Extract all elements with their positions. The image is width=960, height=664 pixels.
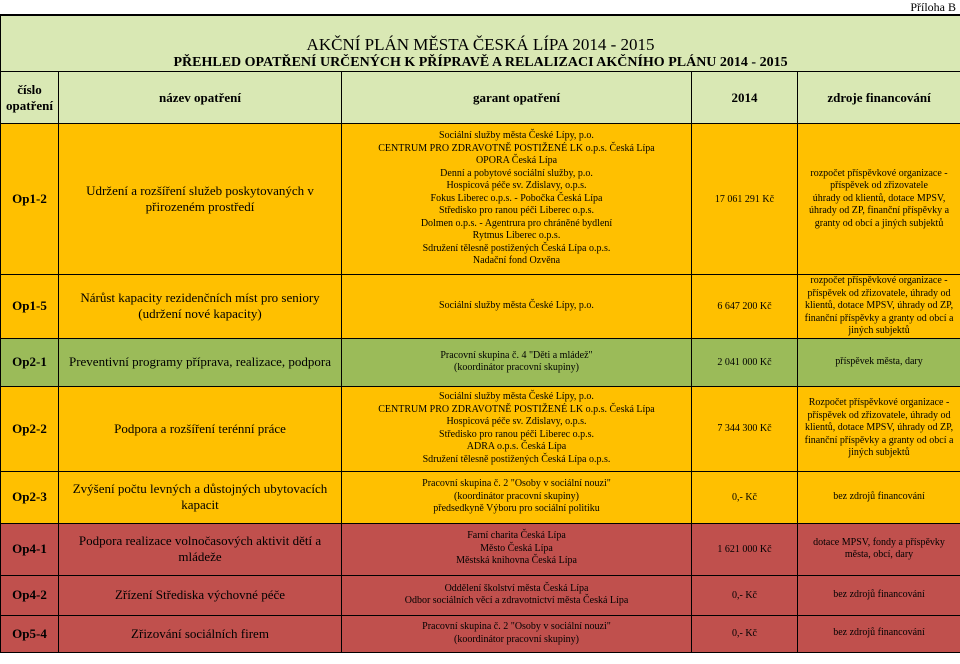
table-row	[1, 471, 960, 523]
row-guarantor	[342, 386, 692, 471]
guarantor-line: Středisko pro ranou péči Liberec o.p.s.	[439, 205, 594, 217]
row-name: Podpora realizace volnočasových aktivit dětí a mládeže	[59, 523, 342, 575]
guarantor-line: Pracovní skupina č. 4 "Děti a mládež"	[440, 349, 593, 361]
col-header-sources: zdroje financování	[798, 72, 960, 124]
title-row	[1, 16, 960, 72]
guarantor-line: CENTRUM PRO ZDRAVOTNĚ POSTIŽENÉ LK o.p.s. Česká Lípa	[378, 403, 655, 415]
row-amount: 0,- Kč	[692, 575, 798, 615]
guarantor-line: Hospicová péče sv. Zdislavy, o.p.s.	[446, 416, 587, 427]
row-sources	[798, 338, 960, 386]
row-guarantor	[342, 338, 692, 386]
row-number: Op2-3	[1, 471, 59, 523]
row-number: Op1-5	[1, 275, 59, 339]
guarantor-line: Sociální služby města České Lípy, p.o.	[439, 391, 594, 402]
row-amount: 1 621 000 Kč	[692, 523, 798, 575]
row-amount: 7 344 300 Kč	[692, 386, 798, 471]
action-plan-table	[0, 15, 960, 653]
col-header-number-line1: číslo	[17, 81, 42, 97]
source-line: příspěvek města, dary	[835, 355, 923, 367]
row-name: Zvýšení počtu levných a důstojných ubytovacích kapacit	[59, 471, 342, 523]
guarantor-line: Pracovní skupina č. 2 "Osoby v sociální nouzi"	[422, 621, 611, 632]
table-row	[1, 338, 960, 386]
appendix-label: Příloha B	[910, 0, 956, 14]
row-name: Preventivní programy příprava, realizace, podpora	[59, 338, 342, 386]
guarantor-line: Sociální služby města České Lípy, p.o.	[439, 130, 594, 142]
guarantor-line: předsedkyně Výboru pro sociální politiku	[433, 503, 600, 515]
source-line: bez zdrojů financování	[833, 588, 925, 600]
col-header-number-line2: opatření	[6, 97, 53, 113]
row-guarantor	[342, 615, 692, 652]
guarantor-line: Denní a pobytové sociální služby, p.o.	[440, 167, 593, 179]
guarantor-line: Dolmen o.p.s. - Agentrura pro chráněné bydlení	[420, 217, 613, 229]
source-line: rozpočet příspěvkové organizace - příspěvek od zřizovatele	[810, 167, 948, 192]
row-name: Zřízení Střediska výchovné péče	[59, 575, 342, 615]
guarantor-line: Odbor sociálních věcí a zdravotnictví města Česká Lípa	[404, 595, 629, 606]
col-header-number	[1, 72, 59, 124]
col-header-guarantor: garant opatření	[342, 72, 692, 124]
guarantor-line: Sdružení tělesně postižených Česká Lípa o.p.s.	[422, 242, 611, 254]
row-amount: 2 041 000 Kč	[692, 338, 798, 386]
col-header-name: název opatření	[59, 72, 342, 124]
source-line: úhrady od klientů, dotace MPSV, úhrady od ZP, finanční příspěvky a granty od obcí a jiných subjektů	[809, 192, 950, 229]
guarantor-line: Fokus Liberec o.p.s. - Pobočka Česká Lípa	[430, 192, 603, 204]
table-row	[1, 386, 960, 471]
row-sources	[798, 471, 960, 523]
row-guarantor	[342, 575, 692, 615]
guarantor-line: (koordinátor pracovní skupiny)	[454, 490, 579, 502]
table-row	[1, 124, 960, 275]
guarantor-line: Město Česká Lípa	[480, 542, 553, 554]
source-line: Rozpočet příspěvkové organizace - příspěvek od zřizovatele, úhrady od klientů, dotace MPSV, úhrady od ZP, finanční příspěvky a granty od obcí a jiných subjektů	[804, 397, 954, 459]
title-cell	[1, 16, 960, 72]
page-title: AKČNÍ PLÁN MĚSTA ČESKÁ LÍPA 2014 - 2015	[306, 34, 655, 54]
row-name: Nárůst kapacity rezidenčních míst pro seniory (udržení nové kapacity)	[59, 275, 342, 339]
guarantor-line: CENTRUM PRO ZDRAVOTNĚ POSTIŽENÉ LK o.p.s. Česká Lípa	[378, 142, 655, 154]
guarantor-line: Pracovní skupina č. 2 "Osoby v sociální nouzi"	[422, 478, 611, 490]
row-number: Op4-1	[1, 523, 59, 575]
row-amount: 0,- Kč	[692, 615, 798, 652]
row-name: Udržení a rozšíření služeb poskytovaných v přirozeném prostředí	[59, 124, 342, 275]
table-row	[1, 575, 960, 615]
source-line: dotace MPSV, fondy a příspěvky města, obcí, dary	[813, 536, 945, 560]
row-sources	[798, 275, 960, 339]
guarantor-line: OPORA Česká Lípa	[475, 155, 558, 167]
row-number: Op1-2	[1, 124, 59, 275]
guarantor-line: ADRA o.p.s. Česká Lípa	[466, 441, 567, 452]
table-row	[1, 275, 960, 339]
row-amount: 6 647 200 Kč	[692, 275, 798, 339]
source-line: bez zdrojů financování	[833, 490, 925, 502]
guarantor-line: Rytmus Liberec o.p.s.	[472, 230, 561, 242]
guarantor-line: Oddělení školství města Česká Lípa	[444, 582, 589, 594]
row-guarantor	[342, 275, 692, 339]
column-header-row	[1, 72, 960, 124]
row-number: Op2-2	[1, 386, 59, 471]
row-number: Op5-4	[1, 615, 59, 652]
page-subtitle: PŘEHLED OPATŘENÍ URČENÝCH K PŘÍPRAVĚ A RELALIZACI AKČNÍHO PLÁNU 2014 - 2015	[173, 54, 788, 70]
guarantor-line: Sociální služby města České Lípy, p.o.	[439, 300, 594, 311]
row-name: Podpora a rozšíření terénní práce	[59, 386, 342, 471]
guarantor-line: Sdružení tělesně postižených Česká Lípa o.p.s.	[422, 453, 611, 465]
row-sources	[798, 575, 960, 615]
row-sources	[798, 615, 960, 652]
guarantor-line: Městská knihovna Česká Lípa	[456, 555, 577, 567]
source-line: bez zdrojů financování	[833, 627, 925, 639]
guarantor-line: Nadační fond Ozvěna	[472, 255, 561, 267]
row-sources	[798, 386, 960, 471]
row-name: Zřizování sociálních firem	[59, 615, 342, 652]
row-guarantor	[342, 471, 692, 523]
source-line: rozpočet příspěvkové organizace - příspěvek od zřizovatele, úhrady od klientů, dotace MPSV, úhrady od ZP, finanční příspěvky a granty od obcí a jiných subjektů	[804, 275, 954, 336]
table-row	[1, 523, 960, 575]
row-amount: 0,- Kč	[692, 471, 798, 523]
row-sources	[798, 523, 960, 575]
guarantor-line: (koordinátor pracovní skupiny)	[454, 362, 579, 373]
row-amount: 17 061 291 Kč	[692, 124, 798, 275]
row-number: Op4-2	[1, 575, 59, 615]
row-number: Op2-1	[1, 338, 59, 386]
guarantor-line: Hospicová péče sv. Zdislavy, o.p.s.	[446, 180, 587, 192]
row-sources	[798, 124, 960, 275]
row-guarantor	[342, 124, 692, 275]
guarantor-line: Farní charita Česká Lípa	[467, 530, 566, 542]
row-guarantor	[342, 523, 692, 575]
guarantor-line: (koordinátor pracovní skupiny)	[454, 633, 579, 645]
col-header-year: 2014	[692, 72, 798, 124]
table-row	[1, 615, 960, 652]
guarantor-line: Středisko pro ranou péči Liberec o.p.s.	[439, 428, 594, 440]
